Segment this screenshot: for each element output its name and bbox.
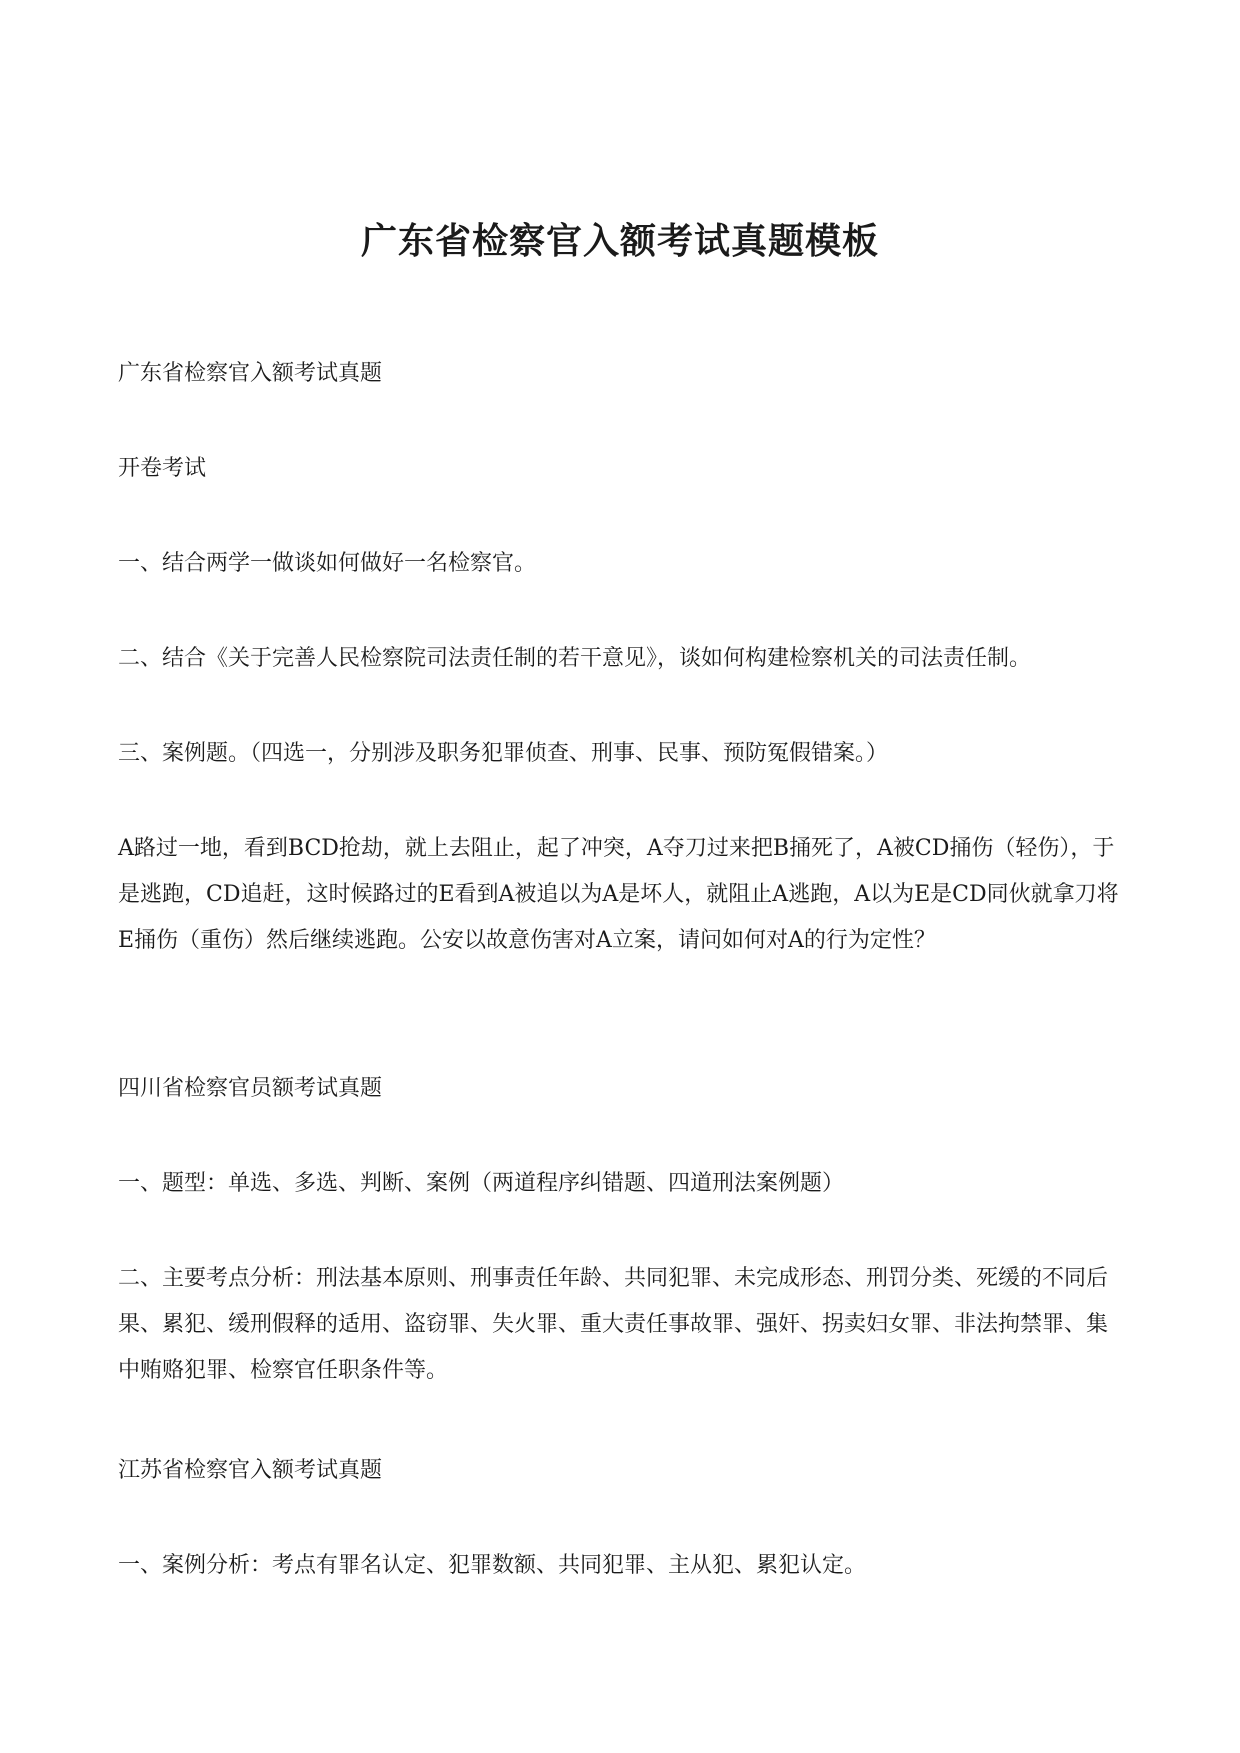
- paragraph-case-analysis: 一、案例分析：考点有罪名认定、犯罪数额、共同犯罪、主从犯、累犯认定。: [118, 1553, 867, 1578]
- paragraph-case-description: A路过一地，看到BCD抢劫，就上去阻止，起了冲突，A夺刀过来把B捅死了，A被CD捅伤（轻伤），于是逃跑，CD追赶，这时候路过的E看到A被追以为A是坏人，就阻止A逃跑，A以为E是CD同伙就拿刀将E捅伤（重伤）然后继续逃跑。公安以故意伤害对A立案，请问如何对A的行为定性？: [118, 836, 1119, 953]
- section-heading-jiangsu: 江苏省检察官入额考试真题: [118, 1458, 383, 1483]
- paragraph-question-types: 一、题型：单选、多选、判断、案例（两道程序纠错题、四道刑法案例题）: [118, 1171, 845, 1196]
- paragraph-key-points: 二、主要考点分析：刑法基本原则、刑事责任年龄、共同犯罪、未完成形态、刑罚分类、死缓的不同后果、累犯、缓刑假释的适用、盗窃罪、失火罪、重大责任事故罪、强奸、拐卖妇女罪、非法拘禁罪、集中贿赂犯罪、检察官任职条件等。: [118, 1266, 1109, 1383]
- section-heading-sichuan: 四川省检察官员额考试真题: [118, 1076, 383, 1101]
- paragraph-open-book-exam: 开卷考试: [118, 456, 207, 481]
- paragraph-question-1: 一、结合两学一做谈如何做好一名检察官。: [118, 551, 537, 576]
- paragraph-question-2: 二、结合《关于完善人民检察院司法责任制的若干意见》，谈如何构建检察机关的司法责任制。: [118, 646, 1032, 671]
- document-title: 广东省检察官入额考试真题模板: [360, 221, 879, 262]
- section-heading-guangdong: 广东省检察官入额考试真题: [118, 361, 383, 386]
- paragraph-question-3: 三、案例题。（四选一，分别涉及职务犯罪侦查、刑事、民事、预防冤假错案。）: [118, 741, 889, 766]
